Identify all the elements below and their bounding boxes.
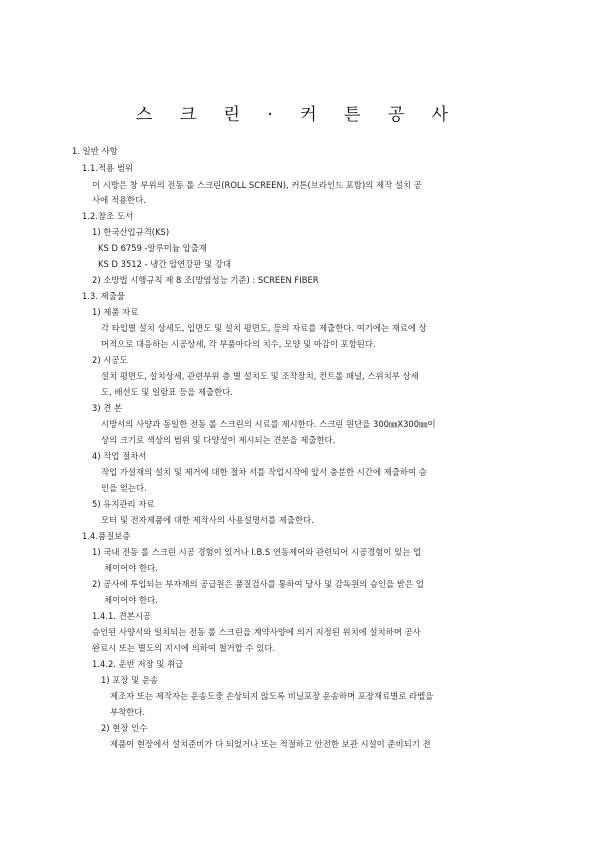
list-item: 1) 한국산업규격(KS) [92, 227, 170, 237]
body-text: 제품이 현장에서 설치준비가 다 되었거나 또는 적절하고 안전한 보관 시설이 준비되기 전 [110, 739, 431, 749]
body-text: 이 시방은 창 부위의 전동 롤 스크린(ROLL SCREEN), 커튼(브라인드 포함)의 제작 설치 공 [92, 180, 422, 190]
list-item: 1) 국내 전동 롤 스크린 시공 경험이 있거나 I.B.S 연동제어와 관련되어 시공경험이 있는 업 [92, 547, 422, 557]
body-text: 각 타입별 설치 상세도, 입면도 및 설치 평면도, 등의 자료를 제출한다. 여기에는 재료에 상 [101, 323, 427, 333]
list-item: 1) 포장 및 운송 [101, 675, 159, 685]
body-text: KS D 3512 - 냉간 압연강판 및 강대 [98, 259, 232, 269]
body-text: 사에 적용한다. [92, 195, 146, 205]
body-text: 모터 및 전자제품에 대한 제작사의 사용설명서를 제출한다. [101, 515, 314, 525]
list-item: 5) 유지관리 자료 [92, 499, 155, 509]
body-text: KS D 6759 -알루미늄 압출재 [98, 243, 207, 253]
body-text: 승인된 사양서와 일치되는 전동 롤 스크린을 계약사양에 의거 지정된 위치에 설치하며 공사 [92, 627, 421, 637]
section-heading: 1. 일반 사항 [72, 146, 118, 156]
list-item: 2) 시공도 [92, 355, 128, 365]
subsection-heading: 1.4.품질보증 [82, 531, 131, 541]
list-item: 2) 소방법 시행규칙 제 8 조(방염성능 기준) : SCREEN FIBER [92, 275, 319, 285]
subsection-heading: 1.3. 제출물 [82, 291, 125, 301]
body-text: 설치 평면도, 설치상세, 관련부위 층 별 설치도 및 조작장치, 컨트롤 패널, 스위치부 상세 [101, 371, 419, 381]
body-text: 체이어야 한다. [104, 563, 158, 573]
list-item: 4) 작업 절차서 [92, 451, 147, 461]
list-item: 2) 공사에 투입되는 부자재의 공급원은 품질검사를 통하여 당사 및 감독원의 승인을 받은 업 [92, 579, 424, 589]
list-item: 3) 견 본 [92, 403, 123, 413]
subsection-heading: 1.4.2. 운반 저장 및 취급 [92, 659, 184, 669]
body-text: 제조자 또는 제작자는 운송도중 손상되지 않도록 비닐포장 운송하며 포장재료별로 라벨을 [110, 691, 434, 701]
body-text: 머적으로 대응하는 시공상세, 각 부품마다의 치수, 모양 및 마감이 포함된다. [101, 339, 376, 349]
body-text: 상의 크기로 색상의 범위 및 다양성이 제시되는 견본을 제출한다. [101, 435, 336, 445]
body-text: 부착한다. [110, 707, 146, 717]
subsection-heading: 1.4.1. 견본시공 [92, 611, 151, 621]
subsection-heading: 1.2.참조 도서 [82, 211, 134, 221]
body-text: 작업 가설재의 설치 및 제거에 대한 절차 서를 작업시작에 앞서 충분한 시간에 제출하여 승 [101, 467, 427, 477]
body-text: 시방서의 사양과 동일한 전동 롤 스크린의 시료를 제시한다. 스크린 원단을 300㎜X300㎜이 [101, 419, 436, 429]
body-text: 인을 얻는다. [101, 483, 147, 493]
body-text: 완료시 또는 별도의 지시에 의하여 철거할 수 있다. [92, 643, 276, 653]
list-item: 2) 현장 인수 [101, 723, 148, 733]
subsection-heading: 1.1.적용 범위 [82, 163, 134, 173]
list-item: 1) 제품 자료 [92, 307, 139, 317]
body-text: 도, 배선도 및 일람표 등을 제출한다. [101, 387, 233, 397]
document-title: 스 크 린 · 커 튼 공 사 [135, 105, 460, 125]
body-text: 체이어야 한다. [104, 595, 158, 605]
